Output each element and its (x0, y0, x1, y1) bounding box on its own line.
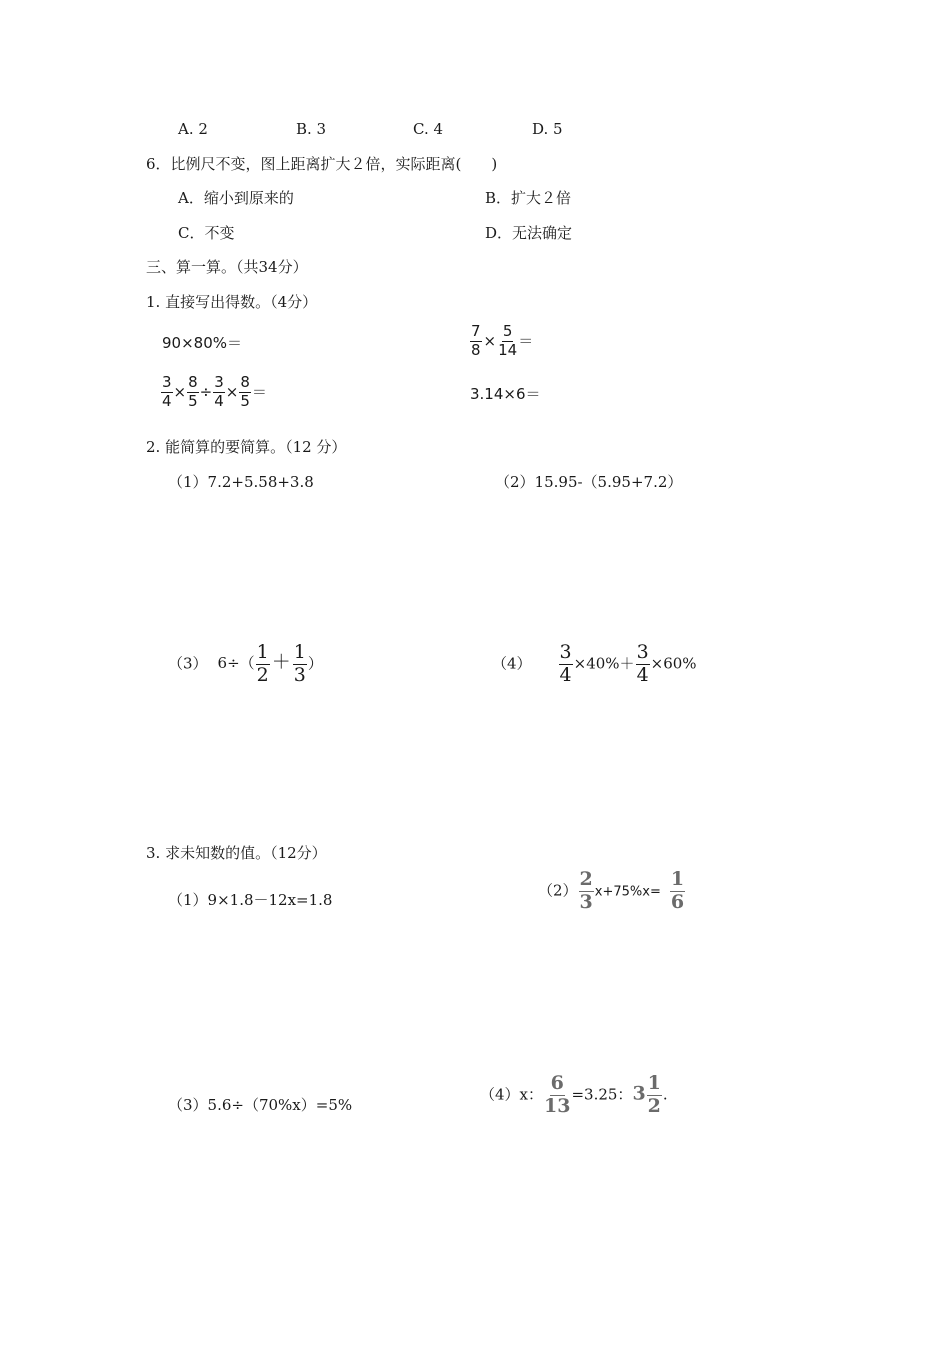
part2-item-4: （4） $\frac{3}{4}$ ×40%＋ $\frac{3}{4}$ ×60% (492, 641, 697, 686)
part3-item-2: （2） $\frac{2}{3}$ x+75%x= $\frac{1}{6}$ (538, 868, 685, 913)
part1-expr-3: $\frac{3}{4}$ × $\frac{8}{5}$ ÷ $\frac{3}{4}$ × $\frac{8}{5}$ ＝ (162, 373, 267, 410)
part2-item-1: （1）7.2+5.58+3.8 (168, 473, 314, 491)
fraction: $\frac{5}{14}$ (498, 322, 518, 359)
part3-item-3: （3）5.6÷（70%x）=5% (168, 1096, 353, 1114)
fraction: $\frac{3}{4}$ (162, 373, 172, 410)
q6-option-b: B．扩大２倍 (485, 189, 572, 207)
fraction: $\frac{2}{3}$ (579, 868, 593, 913)
part1-expr-4: 3.14×6＝ (470, 385, 541, 403)
q6-stem: 6．比例尺不变，图上距离扩大２倍，实际距离( ) (146, 155, 498, 173)
q5-option-b: B. 3 (296, 120, 327, 138)
part1-title: 1. 直接写出得数。（4分） (146, 293, 318, 311)
part2-title: 2. 能简算的要简算。（12 分） (146, 438, 347, 456)
q6-option-d: D．无法确定 (485, 224, 573, 242)
fraction: $\frac{1}{3}$ (293, 641, 306, 686)
fraction: $\frac{7}{8}$ (471, 322, 481, 359)
q5-option-a: A. 2 (178, 120, 208, 138)
part3-title: 3. 求未知数的值。（12分） (146, 844, 327, 862)
fraction: $\frac{8}{5}$ (240, 373, 250, 410)
fraction: $\frac{1}{2}$ (647, 1072, 661, 1117)
q6-option-a: A．缩小到原来的 (178, 189, 294, 207)
fraction: $\frac{6}{13}$ (544, 1072, 571, 1117)
part3-item-1: （1）9×1.8－12x=1.8 (168, 891, 333, 909)
fraction: $\frac{8}{5}$ (188, 373, 198, 410)
section-title: 三、算一算。（共34分） (146, 258, 308, 276)
fraction: $\frac{1}{6}$ (670, 868, 685, 913)
part2-item-3: （3） 6÷（ $\frac{1}{2}$ ＋ $\frac{1}{3}$ ） (168, 641, 323, 686)
part1-expr-2: $\frac{7}{8}$ × $\frac{5}{14}$ ＝ (471, 322, 534, 359)
part2-item-2: （2）15.95-（5.95+7.2） (495, 473, 683, 491)
part1-expr-1: 90×80%＝ (162, 334, 242, 352)
part3-item-4: （4）x： $\frac{6}{13}$ =3.25：3 $\frac{1}{2}$ . (480, 1072, 668, 1117)
q5-option-c: C. 4 (413, 120, 444, 138)
q6-option-c: C．不变 (178, 224, 235, 242)
fraction: $\frac{3}{4}$ (214, 373, 224, 410)
fraction: $\frac{3}{4}$ (636, 641, 649, 686)
fraction: $\frac{3}{4}$ (559, 641, 572, 686)
fraction: $\frac{1}{2}$ (256, 641, 269, 686)
q5-option-d: D. 5 (532, 120, 563, 138)
